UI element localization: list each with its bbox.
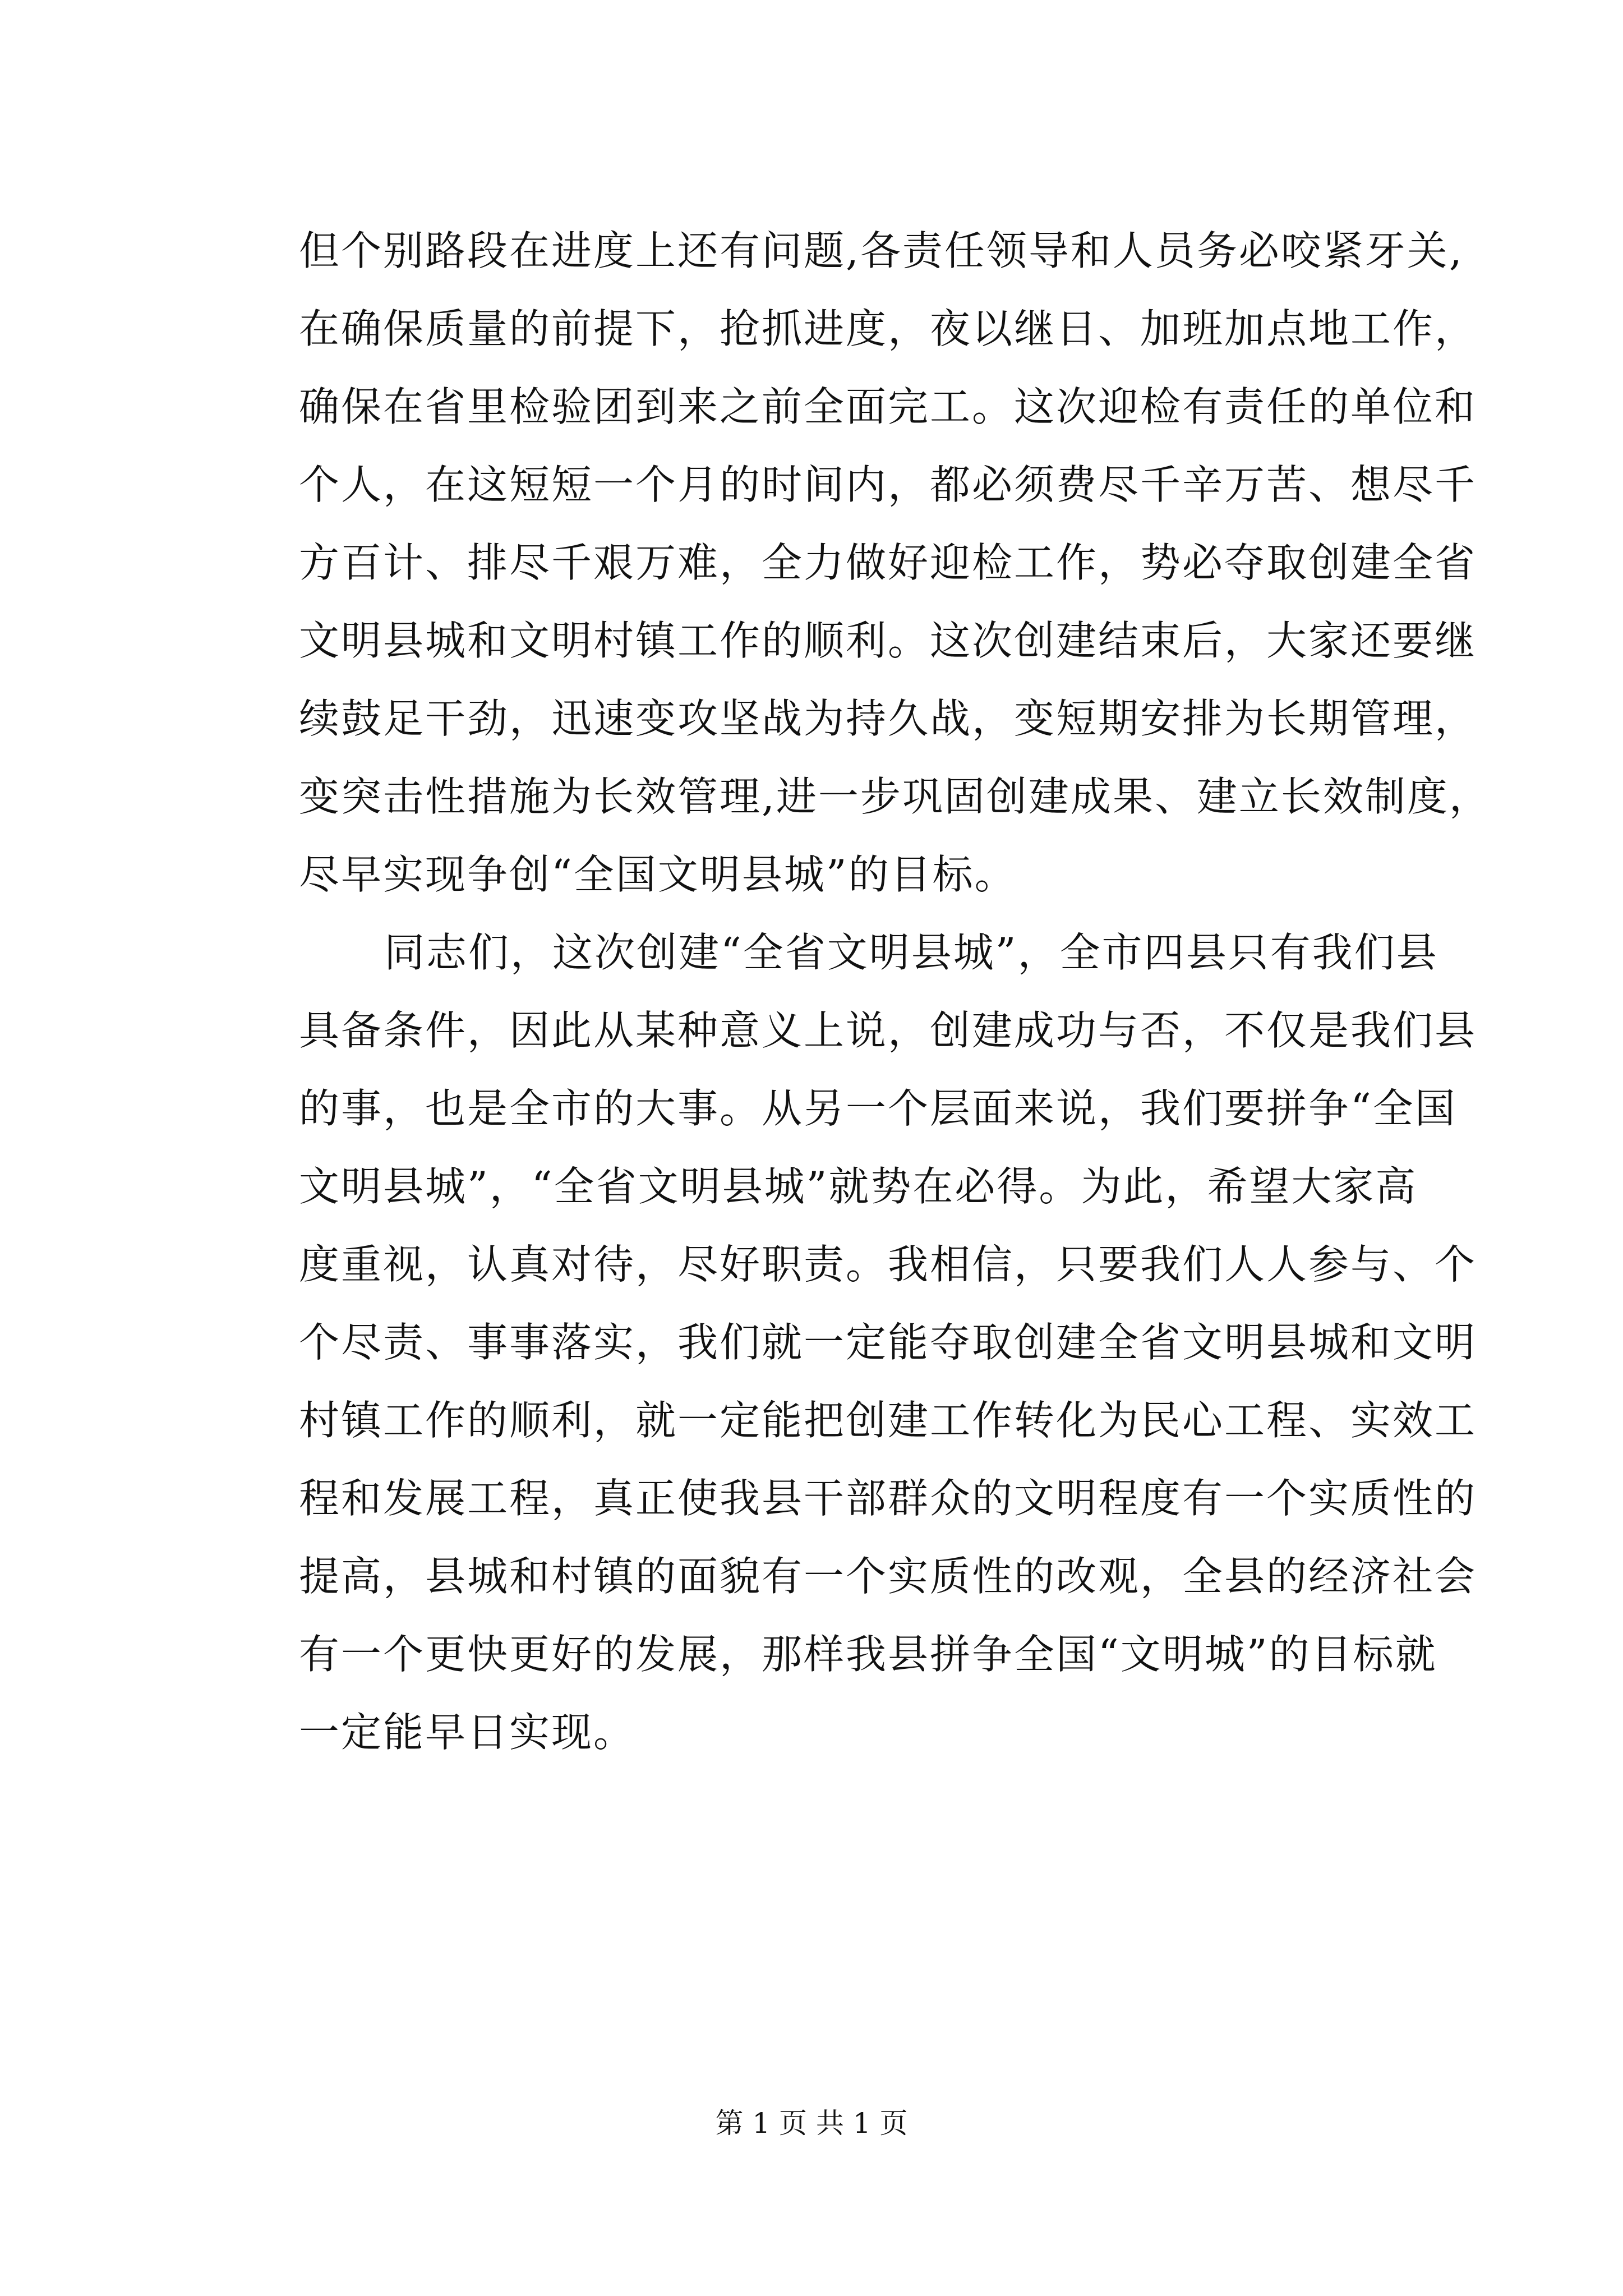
text-line: 村镇工作的顺利，就一定能把创建工作转化为民心工程、实效工	[299, 1397, 1477, 1444]
text-line: 文明县城和文明村镇工作的顺利。这次创建结束后，大家还要继	[299, 617, 1477, 664]
text-line: 方百计、排尽千艰万难，全力做好迎检工作，势必夺取创建全省	[299, 539, 1477, 586]
page-footer	[0, 2104, 1623, 2143]
text-line: 的事，也是全市的大事。从另一个层面来说，我们要拼争“全国	[299, 1085, 1457, 1132]
text-line: 确保在省里检验团到来之前全面完工。这次迎检有责任的单位和	[299, 383, 1477, 430]
text-line: 度重视，认真对待，尽好职责。我相信，只要我们人人参与、个	[299, 1241, 1477, 1288]
text-line: 但个别路段在进度上还有问题,各责任领导和人员务必咬紧牙关,	[299, 227, 1464, 274]
page-number-label: 第 1 页 共 1 页	[715, 2107, 908, 2139]
text-line: 续鼓足干劲，迅速变攻坚战为持久战，变短期安排为长期管理，	[299, 695, 1477, 742]
text-line: 一定能早日实现。	[299, 1709, 636, 1756]
text-line: 具备条件，因此从某种意义上说，创建成功与否，不仅是我们县	[299, 1007, 1477, 1054]
text-line: 尽早实现争创“全国文明县城”的目标。	[299, 851, 1017, 898]
text-line: 文明县城”，“全省文明县城”就势在必得。为此，希望大家高	[299, 1163, 1418, 1210]
text-line: 在确保质量的前提下，抢抓进度，夜以继日、加班加点地工作，	[299, 305, 1477, 352]
paragraph-start-line: 同志们，这次创建“全省文明县城”，全市四县只有我们县	[384, 929, 1438, 976]
text-line: 提高，县城和村镇的面貌有一个实质性的改观，全县的经济社会	[299, 1553, 1477, 1600]
text-line: 有一个更快更好的发展，那样我县拼争全国“文明城”的目标就	[299, 1631, 1437, 1678]
text-line: 变突击性措施为长效管理,进一步巩固创建成果、建立长效制度，	[299, 773, 1491, 820]
document-body	[299, 212, 1491, 1772]
text-line: 个人，在这短短一个月的时间内，都必须费尽千辛万苦、想尽千	[299, 461, 1477, 508]
text-line: 个尽责、事事落实，我们就一定能夺取创建全省文明县城和文明	[299, 1319, 1477, 1366]
text-line: 程和发展工程，真正使我县干部群众的文明程度有一个实质性的	[299, 1475, 1477, 1522]
